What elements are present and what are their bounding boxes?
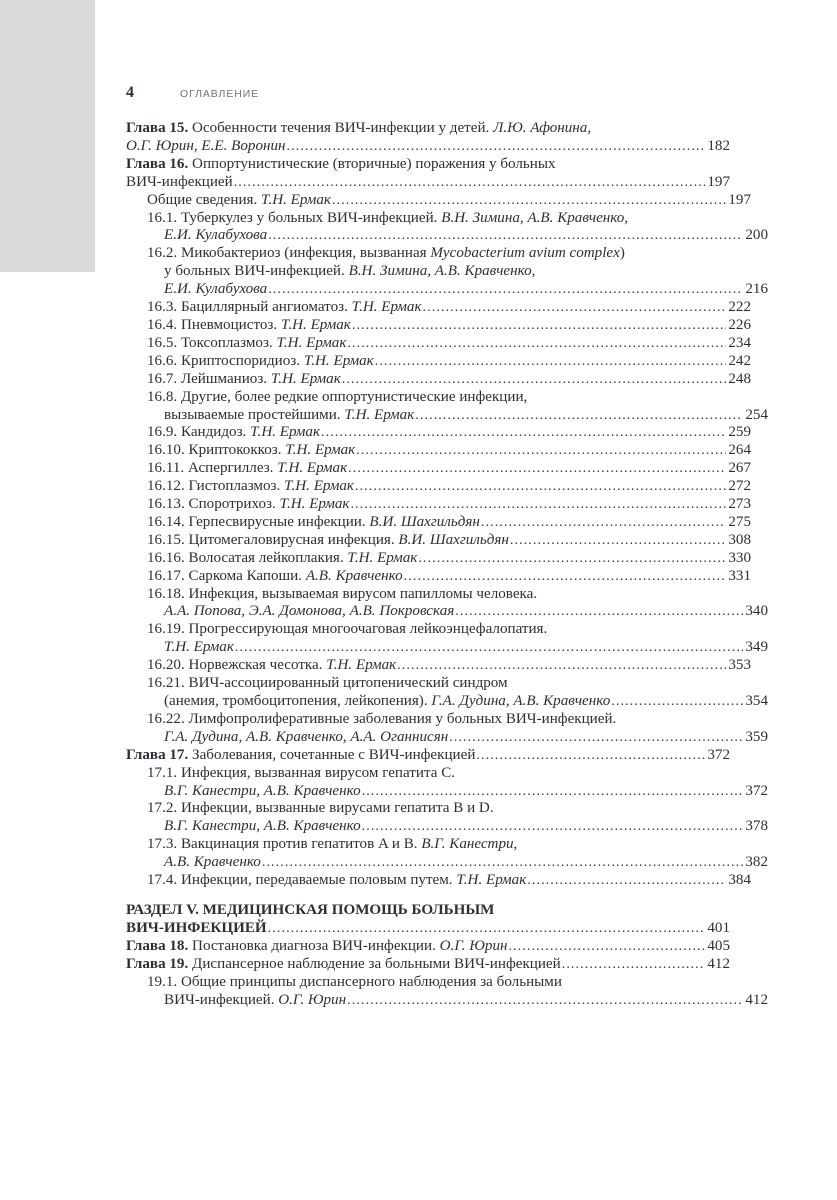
dot-leader bbox=[234, 174, 706, 192]
toc-entry-title bbox=[126, 938, 507, 956]
dot-leader bbox=[362, 818, 744, 836]
table-of-contents bbox=[126, 120, 768, 1009]
toc-page-number: 200 bbox=[745, 227, 768, 244]
toc-entry[interactable] bbox=[126, 460, 751, 478]
toc-entry-text: 16.10. Криптококкоз. bbox=[147, 442, 286, 459]
toc-entry-authors: Т.Н. Ермак bbox=[270, 370, 341, 387]
toc-entry-title bbox=[147, 568, 403, 586]
toc-line bbox=[126, 120, 730, 138]
toc-entry-title bbox=[147, 245, 750, 263]
toc-entry-title bbox=[147, 210, 750, 228]
toc-entry-text: 16.20. Норвежская чесотка. bbox=[147, 657, 327, 674]
toc-entry-authors: В.Г. Канестри, А.В. Кравченко bbox=[164, 782, 361, 799]
toc-entry-authors: В.Г. Канестри, bbox=[421, 836, 518, 853]
toc-entry-authors: Т.Н. Ермак bbox=[326, 657, 397, 674]
toc-line bbox=[147, 550, 751, 568]
toc-entry-title bbox=[164, 854, 261, 872]
dot-leader bbox=[508, 938, 705, 956]
dot-leader bbox=[476, 747, 705, 765]
toc-line bbox=[147, 245, 751, 263]
toc-entry-title bbox=[147, 478, 354, 496]
toc-entry-text: 16.12. Гистоплазмоз. bbox=[147, 478, 285, 495]
toc-entry-authors: Т.Н. Ермак bbox=[303, 352, 374, 369]
toc-line bbox=[147, 514, 751, 532]
toc-entry[interactable] bbox=[126, 836, 768, 872]
dot-leader bbox=[418, 550, 726, 568]
toc-line bbox=[164, 603, 768, 621]
toc-line bbox=[147, 568, 751, 586]
toc-entry-title bbox=[164, 603, 454, 621]
dot-leader bbox=[449, 729, 743, 747]
toc-line bbox=[164, 639, 768, 657]
toc-line bbox=[147, 711, 751, 729]
toc-entry-title bbox=[126, 120, 729, 138]
toc-entry-title bbox=[126, 920, 267, 938]
toc-entry-title bbox=[147, 657, 396, 675]
toc-entry-text: 16.19. Прогрессирующая многоочаговая лейкоэнцефалопатия. bbox=[147, 621, 548, 638]
toc-page-number: 259 bbox=[728, 424, 751, 441]
toc-entry[interactable] bbox=[126, 513, 751, 532]
toc-entry-title bbox=[147, 442, 355, 460]
toc-entry-title bbox=[147, 532, 509, 550]
toc-entry-title bbox=[147, 974, 750, 992]
toc-entry-title bbox=[147, 317, 351, 335]
dot-leader bbox=[397, 657, 726, 675]
toc-entry-text: Глава 16. bbox=[126, 155, 189, 172]
toc-line bbox=[164, 818, 768, 836]
toc-page-number: 272 bbox=[728, 478, 751, 495]
toc-entry-authors: О.Г. Юрин bbox=[439, 937, 508, 954]
toc-entry-authors: Т.Н. Ермак bbox=[164, 639, 234, 656]
toc-line bbox=[147, 442, 751, 460]
toc-page-number: 182 bbox=[707, 137, 730, 154]
toc-line bbox=[147, 974, 751, 992]
toc-entry-authors: Л.Ю. Афонина, bbox=[493, 120, 592, 136]
toc-entry-title bbox=[126, 956, 561, 974]
toc-page-number: 330 bbox=[728, 549, 751, 566]
toc-entry[interactable] bbox=[126, 710, 768, 747]
toc-line bbox=[147, 496, 751, 514]
toc-entry-text: 16.22. Лимфопролиферативные заболевания у больных ВИЧ-инфекцией. bbox=[147, 710, 617, 727]
toc-entry-text: 16.9. Кандидоз. bbox=[147, 424, 251, 441]
toc-entry-title bbox=[164, 263, 767, 281]
toc-entry-title bbox=[147, 353, 374, 371]
toc-entry-authors: Т.Н. Ермак bbox=[456, 872, 527, 889]
toc-line bbox=[147, 353, 751, 371]
toc-entry-text: Заболевания, сочетанные с ВИЧ-инфекцией bbox=[188, 746, 476, 763]
toc-entry-text: 16.6. Криптоспоридиоз. bbox=[147, 352, 304, 369]
toc-entry[interactable] bbox=[126, 424, 751, 442]
toc-line bbox=[147, 765, 751, 783]
toc-entry-text: ) bbox=[619, 245, 625, 262]
toc-line bbox=[147, 800, 751, 818]
toc-entry-text: 16.14. Герпесвирусные инфекции. bbox=[147, 513, 370, 530]
toc-entry-title bbox=[126, 156, 729, 174]
toc-entry-title bbox=[147, 586, 750, 604]
toc-page-number: 234 bbox=[728, 334, 751, 351]
toc-line bbox=[147, 389, 751, 407]
dot-leader bbox=[510, 532, 726, 550]
toc-entry-authors: Т.Н. Ермак bbox=[276, 334, 347, 351]
toc-line bbox=[147, 872, 751, 890]
toc-entry[interactable] bbox=[126, 120, 730, 156]
dot-leader bbox=[350, 496, 726, 514]
toc-entry-title bbox=[164, 281, 267, 299]
toc-entry-authors: Т.Н. Ермак bbox=[351, 299, 422, 316]
toc-entry-text: 17.3. Вакцинация против гепатитов A и B. bbox=[147, 836, 422, 853]
dot-leader bbox=[347, 992, 743, 1010]
toc-page-number: 359 bbox=[745, 728, 768, 745]
toc-entry-authors: В.Н. Зимина, А.В. Кравченко, bbox=[441, 209, 629, 226]
toc-entry-text: (анемия, тромбоцитопения, лейкопения). bbox=[164, 693, 432, 709]
toc-entry-text: 16.17. Саркома Капоши. bbox=[147, 567, 306, 584]
toc-page-number: 216 bbox=[745, 281, 768, 298]
toc-line bbox=[126, 920, 730, 938]
toc-line bbox=[126, 956, 730, 974]
toc-line bbox=[164, 783, 768, 801]
dot-leader bbox=[352, 317, 727, 335]
toc-entry-title bbox=[164, 227, 267, 245]
toc-entry-authors: В.Г. Канестри, А.В. Кравченко bbox=[164, 818, 361, 835]
toc-page-number: 401 bbox=[707, 919, 730, 936]
toc-line bbox=[147, 335, 751, 353]
toc-entry-authors: А.В. Кравченко bbox=[305, 567, 403, 584]
dot-leader bbox=[455, 603, 743, 621]
toc-page-number: 378 bbox=[745, 818, 768, 835]
toc-entry-title bbox=[164, 729, 448, 747]
toc-line bbox=[164, 854, 768, 872]
dot-leader bbox=[611, 693, 743, 711]
toc-entry-text: Постановка диагноза ВИЧ-инфекции. bbox=[188, 937, 440, 954]
toc-entry[interactable] bbox=[126, 567, 751, 586]
toc-entry-title bbox=[147, 496, 349, 514]
toc-entry-title bbox=[164, 693, 610, 711]
dot-leader bbox=[268, 227, 743, 245]
dot-leader bbox=[342, 371, 727, 389]
toc-line bbox=[126, 747, 730, 765]
running-head bbox=[126, 84, 730, 106]
toc-entry-authors: Е.И. Кулабухова bbox=[164, 227, 268, 244]
toc-line bbox=[126, 156, 730, 174]
toc-entry-title bbox=[126, 747, 475, 765]
dot-leader bbox=[355, 478, 726, 496]
toc-entry[interactable] bbox=[126, 388, 768, 425]
dot-leader bbox=[375, 353, 727, 371]
toc-entry-text: 17.4. Инфекции, передаваемые половым путем. bbox=[147, 872, 457, 889]
toc-page-number: 248 bbox=[728, 370, 751, 387]
toc-page-number: 226 bbox=[728, 316, 751, 333]
toc-entry[interactable] bbox=[126, 209, 768, 246]
toc-entry[interactable] bbox=[126, 872, 751, 890]
toc-line bbox=[164, 693, 768, 711]
toc-entry-title bbox=[147, 675, 750, 693]
toc-entry-text: 16.21. ВИЧ-ассоциированный цитопенический синдром bbox=[147, 675, 508, 692]
toc-line bbox=[164, 227, 768, 245]
toc-entry[interactable] bbox=[126, 370, 751, 389]
toc-line bbox=[164, 281, 768, 299]
toc-line bbox=[147, 675, 751, 693]
toc-page-number: 242 bbox=[728, 352, 751, 369]
toc-page-number: 353 bbox=[728, 657, 751, 674]
dot-leader bbox=[404, 568, 727, 586]
toc-entry-text: 19.1. Общие принципы диспансерного наблюдения за больными bbox=[147, 973, 562, 990]
toc-entry[interactable] bbox=[126, 902, 730, 938]
toc-entry-title bbox=[147, 460, 347, 478]
toc-entry-text: 16.11. Аспергиллез. bbox=[147, 460, 278, 477]
toc-line bbox=[147, 317, 751, 335]
toc-page-number: 275 bbox=[728, 513, 751, 530]
toc-page-number: 412 bbox=[707, 955, 730, 972]
toc-entry-title bbox=[147, 192, 331, 210]
toc-page-number: 412 bbox=[745, 991, 768, 1008]
dot-leader bbox=[415, 407, 743, 425]
toc-entry-text: 16.3. Бациллярный ангиоматоз. bbox=[147, 299, 352, 316]
dot-leader bbox=[235, 639, 743, 657]
toc-entry-title bbox=[147, 335, 346, 353]
toc-entry-title bbox=[164, 818, 361, 836]
toc-entry-text: вызываемые простейшими. bbox=[164, 406, 345, 423]
toc-page-number: 222 bbox=[728, 299, 751, 316]
toc-entry[interactable] bbox=[126, 621, 768, 657]
toc-entry-title bbox=[147, 424, 320, 442]
toc-page-number: 372 bbox=[707, 746, 730, 763]
toc-entry[interactable] bbox=[126, 496, 751, 514]
toc-entry-title bbox=[164, 992, 346, 1010]
toc-entry-text: Глава 15. bbox=[126, 120, 189, 136]
toc-entry-authors: А.В. Кравченко bbox=[164, 854, 261, 871]
toc-entry-text: Оппортунистические (вторичные) поражения у больных bbox=[188, 155, 556, 172]
toc-spacer bbox=[126, 890, 730, 902]
toc-entry-authors: Т.Н. Ермак bbox=[344, 406, 415, 423]
toc-entry-title bbox=[147, 621, 750, 639]
toc-line bbox=[164, 992, 768, 1010]
toc-page-number: 331 bbox=[728, 567, 751, 584]
dot-leader bbox=[287, 138, 706, 156]
toc-entry-authors: Г.А. Дудина, А.В. Кравченко, А.А. Оганнисян bbox=[164, 728, 449, 745]
toc-line bbox=[126, 174, 730, 192]
toc-page-number: 264 bbox=[728, 442, 751, 459]
toc-page-number: 349 bbox=[745, 639, 768, 656]
toc-entry-authors: В.Н. Зимина, А.В. Кравченко, bbox=[348, 263, 536, 280]
toc-line bbox=[147, 532, 751, 550]
toc-entry-text: 16.8. Другие, более редкие оппортунистические инфекции, bbox=[147, 388, 528, 405]
toc-entry-text: у больных ВИЧ-инфекцией. bbox=[164, 263, 349, 280]
toc-entry-text: Общие сведения. bbox=[147, 191, 262, 208]
toc-line bbox=[126, 138, 730, 156]
toc-entry-title bbox=[164, 407, 414, 425]
toc-entry-text: 17.2. Инфекции, вызванные вирусами гепатита B и D. bbox=[147, 800, 494, 817]
toc-page-number: 372 bbox=[745, 782, 768, 799]
toc-entry[interactable] bbox=[126, 531, 751, 550]
toc-entry-text: Особенности течения ВИЧ-инфекции у детей. bbox=[188, 120, 494, 136]
toc-entry-text: 16.2. Микобактериоз (инфекция, вызванная bbox=[147, 245, 431, 262]
toc-page-number: 267 bbox=[728, 460, 751, 477]
toc-entry-text: 16.5. Токсоплазмоз. bbox=[147, 334, 277, 351]
toc-entry[interactable] bbox=[126, 191, 751, 210]
toc-entry-text: Глава 18. bbox=[126, 937, 189, 954]
toc-entry-authors: Е.И. Кулабухова bbox=[164, 281, 268, 298]
toc-entry-text: РАЗДЕЛ V. МЕДИЦИНСКАЯ ПОМОЩЬ БОЛЬНЫМ bbox=[126, 901, 495, 918]
toc-entry[interactable] bbox=[126, 938, 730, 956]
toc-line bbox=[147, 192, 751, 210]
toc-line bbox=[147, 460, 751, 478]
toc-entry-authors: Т.Н. Ермак bbox=[280, 316, 351, 333]
toc-entry[interactable] bbox=[126, 956, 730, 974]
toc-line bbox=[164, 263, 768, 281]
toc-entry-title bbox=[147, 836, 750, 854]
toc-entry[interactable] bbox=[126, 478, 751, 496]
toc-page-number: 382 bbox=[745, 854, 768, 871]
toc-entry-text: ВИЧ-инфекцией. bbox=[164, 991, 279, 1008]
toc-line bbox=[164, 407, 768, 425]
toc-entry-authors: В.И. Шахгильдян bbox=[369, 513, 480, 530]
dot-leader bbox=[562, 956, 706, 974]
toc-entry-title bbox=[147, 550, 417, 568]
toc-line bbox=[147, 299, 751, 317]
toc-entry[interactable] bbox=[126, 675, 768, 711]
toc-entry[interactable] bbox=[126, 747, 730, 765]
toc-page-number: 197 bbox=[707, 173, 730, 190]
page-folio-number: 4 bbox=[126, 84, 134, 101]
toc-entry-authors: О.Г. Юрин bbox=[278, 991, 347, 1008]
toc-entry-title bbox=[164, 639, 234, 657]
toc-entry[interactable] bbox=[126, 299, 751, 317]
dot-leader bbox=[362, 783, 744, 801]
toc-entry-authors: Т.Н. Ермак bbox=[347, 549, 418, 566]
dot-leader bbox=[423, 299, 727, 317]
dot-leader bbox=[356, 442, 726, 460]
toc-entry-authors: Т.Н. Ермак bbox=[279, 496, 350, 513]
toc-entry-text: 16.13. Споротрихоз. bbox=[147, 496, 280, 513]
toc-line bbox=[147, 424, 751, 442]
toc-entry-title bbox=[147, 800, 750, 818]
toc-entry-title bbox=[126, 174, 233, 192]
toc-entry-authors: Т.Н. Ермак bbox=[284, 478, 354, 495]
toc-entry[interactable] bbox=[126, 764, 768, 801]
toc-entry-text: Глава 19. bbox=[126, 955, 189, 972]
toc-line bbox=[147, 836, 751, 854]
toc-page-number: 308 bbox=[728, 531, 751, 548]
toc-entry-text: Диспансерное наблюдение за больными ВИЧ-инфекцией bbox=[188, 955, 561, 972]
toc-entry-authors: О.Г. Юрин, Е.Е. Воронин bbox=[126, 137, 286, 154]
toc-entry-text: ВИЧ-ИНФЕКЦИЕЙ bbox=[126, 919, 267, 936]
toc-entry[interactable] bbox=[126, 973, 768, 1010]
page-edge-tab bbox=[0, 0, 95, 272]
toc-line bbox=[126, 902, 730, 920]
toc-entry-title bbox=[126, 902, 729, 920]
toc-entry-title bbox=[147, 299, 422, 317]
toc-entry-text: 17.1. Инфекция, вызванная вирусом гепатита С. bbox=[147, 764, 456, 781]
dot-leader bbox=[262, 854, 744, 872]
toc-entry-authors: А.А. Попова, Э.А. Домонова, А.В. Покровская bbox=[164, 603, 455, 620]
toc-entry-text: Глава 17. bbox=[126, 746, 189, 763]
toc-line bbox=[147, 478, 751, 496]
toc-entry-title bbox=[147, 389, 750, 407]
toc-entry-title bbox=[126, 138, 286, 156]
toc-entry-authors: Т.Н. Ермак bbox=[285, 442, 356, 459]
toc-entry-authors: Т.Н. Ермак bbox=[250, 424, 321, 441]
toc-entry-text: 16.4. Пневмоцистоз. bbox=[147, 316, 281, 333]
toc-entry[interactable] bbox=[126, 352, 751, 371]
dot-leader bbox=[332, 192, 726, 210]
dot-leader bbox=[481, 514, 726, 532]
dot-leader bbox=[268, 920, 706, 938]
toc-entry-text: 16.15. Цитомегаловирусная инфекция. bbox=[147, 531, 399, 548]
toc-entry-authors: Mycobacterium avium complex bbox=[430, 245, 620, 262]
toc-line bbox=[147, 657, 751, 675]
toc-entry-title bbox=[147, 514, 480, 532]
toc-entry-title bbox=[147, 765, 750, 783]
toc-entry[interactable] bbox=[126, 334, 751, 353]
toc-entry[interactable] bbox=[126, 657, 751, 675]
toc-entry-title bbox=[147, 711, 750, 729]
toc-entry-authors: Т.Н. Ермак bbox=[261, 191, 331, 208]
toc-entry[interactable] bbox=[126, 245, 768, 299]
toc-entry[interactable] bbox=[126, 549, 751, 568]
running-head-caption: ОГЛАВЛЕНИЕ bbox=[180, 88, 260, 100]
toc-entry-text: 16.18. Инфекция, вызываемая вирусом папилломы человека. bbox=[147, 585, 538, 602]
toc-entry-text: 16.1. Туберкулез у больных ВИЧ-инфекцией. bbox=[147, 209, 442, 226]
toc-entry[interactable] bbox=[126, 800, 768, 836]
dot-leader bbox=[321, 424, 726, 442]
toc-line bbox=[126, 938, 730, 956]
toc-line bbox=[147, 371, 751, 389]
dot-leader bbox=[347, 335, 726, 353]
toc-entry[interactable] bbox=[126, 316, 751, 335]
toc-entry-authors: В.И. Шахгильдян bbox=[398, 531, 509, 548]
toc-entry-text: 16.16. Волосатая лейкоплакия. bbox=[147, 549, 348, 566]
toc-page-number: 405 bbox=[707, 937, 730, 954]
toc-entry[interactable] bbox=[126, 156, 730, 192]
toc-page-number: 384 bbox=[728, 872, 751, 889]
toc-page-number: 354 bbox=[745, 693, 768, 709]
toc-entry-authors: Т.Н. Ермак bbox=[277, 460, 348, 477]
toc-page-number: 340 bbox=[745, 603, 768, 620]
toc-entry-text: 16.7. Лейшманиоз. bbox=[147, 370, 271, 387]
toc-entry-authors: Г.А. Дудина, А.В. Кравченко bbox=[431, 693, 611, 709]
toc-line bbox=[164, 729, 768, 747]
toc-entry[interactable] bbox=[126, 585, 768, 622]
dot-leader bbox=[348, 460, 726, 478]
toc-line bbox=[147, 586, 751, 604]
toc-entry-title bbox=[147, 371, 341, 389]
toc-line bbox=[147, 210, 751, 228]
toc-page-number: 273 bbox=[728, 496, 751, 513]
toc-line bbox=[147, 621, 751, 639]
toc-page-number: 197 bbox=[728, 191, 751, 208]
toc-entry-title bbox=[147, 872, 526, 890]
toc-entry-title bbox=[164, 783, 361, 801]
toc-page-number: 254 bbox=[745, 406, 768, 423]
toc-entry-text: ВИЧ-инфекцией bbox=[126, 173, 233, 190]
dot-leader bbox=[527, 872, 726, 890]
toc-entry[interactable] bbox=[126, 442, 751, 460]
page-content bbox=[126, 84, 768, 1009]
dot-leader bbox=[268, 281, 743, 299]
